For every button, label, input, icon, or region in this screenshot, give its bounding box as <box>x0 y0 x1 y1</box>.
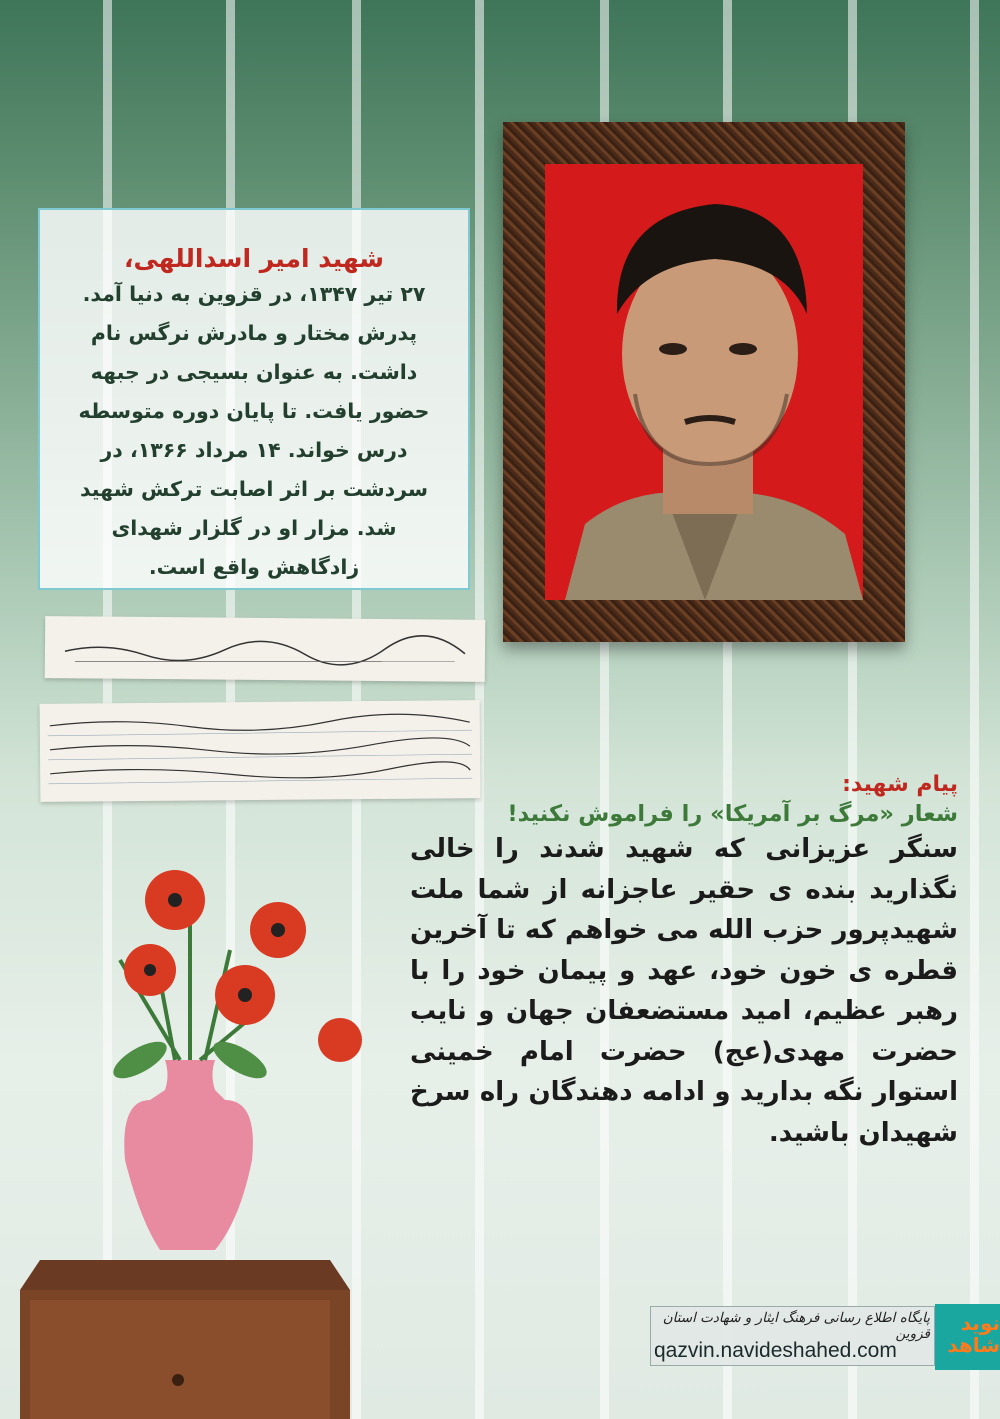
navideshahed-logo <box>935 1304 1000 1370</box>
portrait-photo <box>545 164 863 600</box>
wall-stripe <box>970 0 979 1419</box>
message-body: سنگر عزیزانی که شهید شدند را خالی نگذارید بنده ی حقیر عاجزانه از شما ملت شهیدپرور حزب الله می خواهم که تا آخرین قطره ی خون خود، عهد و پیمان خود را با رهبر عظیم، امید مستضعفان جهان و نایب حضرت مهدی(عج) حضرت امام خمینی استوار نگه بدارید و ادامه دهندگان راه سرخ شهیدان باشید. <box>410 834 958 1148</box>
biography-text: ۲۷ تیر ۱۳۴۷، در قزوین به دنیا آمد. پدرش مختار و مادرش نرگس نام داشت. به عنوان بسیجی در جبهه حضور یافت. تا پایان دوره متوسطه درس خواند. ۱۴ مرداد ۱۳۶۶، در سردشت بر اثر اصابت ترکش شهید شد. مزار او در گلزار شهدای زادگاهش واقع است. <box>78 282 430 579</box>
logo-text: نوید شاهد <box>947 1311 1000 1357</box>
biography-box <box>38 208 470 590</box>
footer-branding <box>650 1306 1000 1366</box>
martyr-name: شهید امیر اسداللهی، <box>124 244 384 273</box>
footer-tagline: پایگاه اطلاع رسانی فرهنگ ایثار و شهادت استان قزوین <box>662 1310 930 1342</box>
handwritten-note <box>45 616 486 682</box>
website-link[interactable]: qazvin.navideshahed.com <box>654 1339 897 1362</box>
message-title: پیام شهید: <box>842 772 958 797</box>
message-slogan: شعار «مرگ بر آمریکا» را فراموش نکنید! <box>507 801 958 827</box>
vase-and-cabinet-illustration <box>0 860 400 1419</box>
portrait-illustration <box>545 164 863 600</box>
handwriting-scribble <box>45 616 486 682</box>
portrait-frame <box>503 122 905 642</box>
martyr-message <box>410 772 958 1153</box>
